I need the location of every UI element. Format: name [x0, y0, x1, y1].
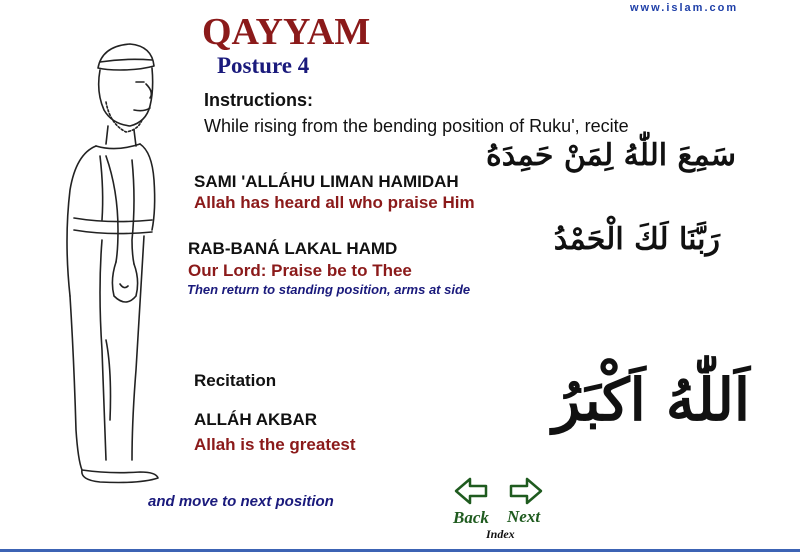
- site-link[interactable]: www.islam.com: [630, 2, 739, 14]
- posture-subtitle: Posture 4: [217, 53, 310, 78]
- next-button[interactable]: [505, 476, 555, 526]
- back-button[interactable]: [450, 476, 500, 526]
- transliteration-rabbana: RAB-BANÁ LAKAL HAMD: [188, 239, 398, 258]
- instructions-text: While rising from the bending position of Ruku', recite: [204, 116, 629, 136]
- transliteration-sami-allahu: SAMI 'ALLÁHU LIMAN HAMIDAH: [194, 172, 459, 191]
- arabic-sami-allahu: سَمِعَ اللّٰهُ لِمَنْ حَمِدَهُ: [486, 138, 736, 173]
- next-arrow-icon: [507, 476, 543, 506]
- bottom-divider: [0, 549, 800, 552]
- arabic-allahu-akbar: اَللّٰهُ اَكْبَرُ: [552, 366, 750, 434]
- move-next-note: and move to next position: [148, 493, 334, 510]
- translation-sami-allahu: Allah has heard all who praise Him: [194, 193, 475, 212]
- standing-figure-illustration: [40, 40, 170, 485]
- back-arrow-icon: [454, 476, 490, 506]
- translation-allah-akbar: Allah is the greatest: [194, 435, 356, 454]
- next-label: Next: [507, 507, 541, 526]
- transliteration-allah-akbar: ALLÁH AKBAR: [194, 410, 318, 429]
- page-title: QAYYAM: [202, 11, 371, 53]
- recitation-heading: Recitation: [194, 371, 277, 390]
- arabic-rabbana: رَبَّنَا لَكَ الْحَمْدُ: [553, 222, 720, 257]
- back-label: Back: [453, 508, 489, 527]
- index-link[interactable]: Index: [486, 527, 515, 541]
- return-standing-note: Then return to standing position, arms at side: [187, 282, 471, 297]
- instructions-heading: Instructions:: [204, 90, 314, 110]
- translation-rabbana: Our Lord: Praise be to Thee: [188, 261, 412, 280]
